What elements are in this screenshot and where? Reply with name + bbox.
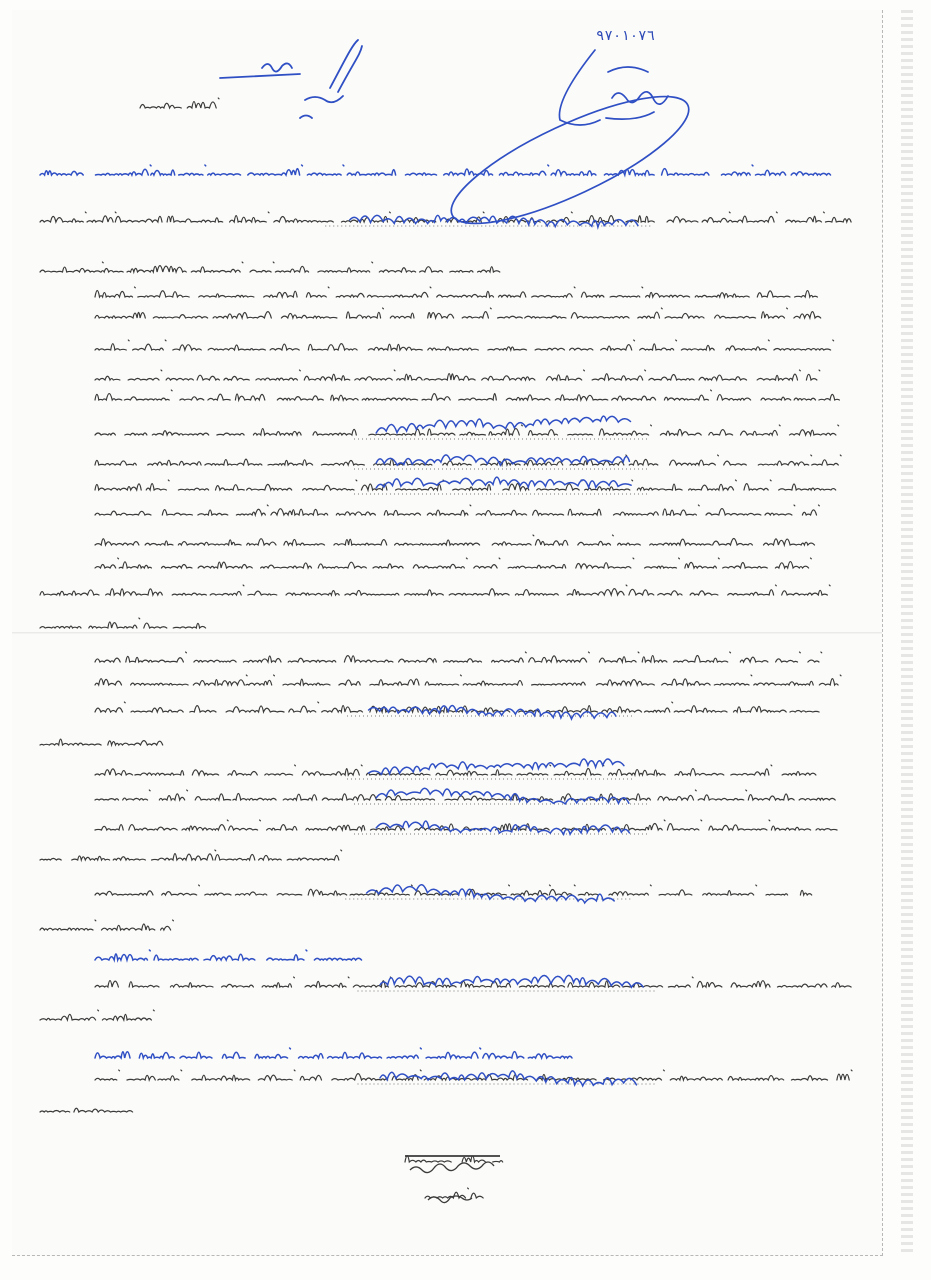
document-number-stamp: ٩٧٠١٠٧٦ xyxy=(596,28,656,44)
bottom-signature-block xyxy=(405,1156,500,1203)
top-right-seal xyxy=(437,50,702,247)
top-left-seal xyxy=(220,40,362,118)
